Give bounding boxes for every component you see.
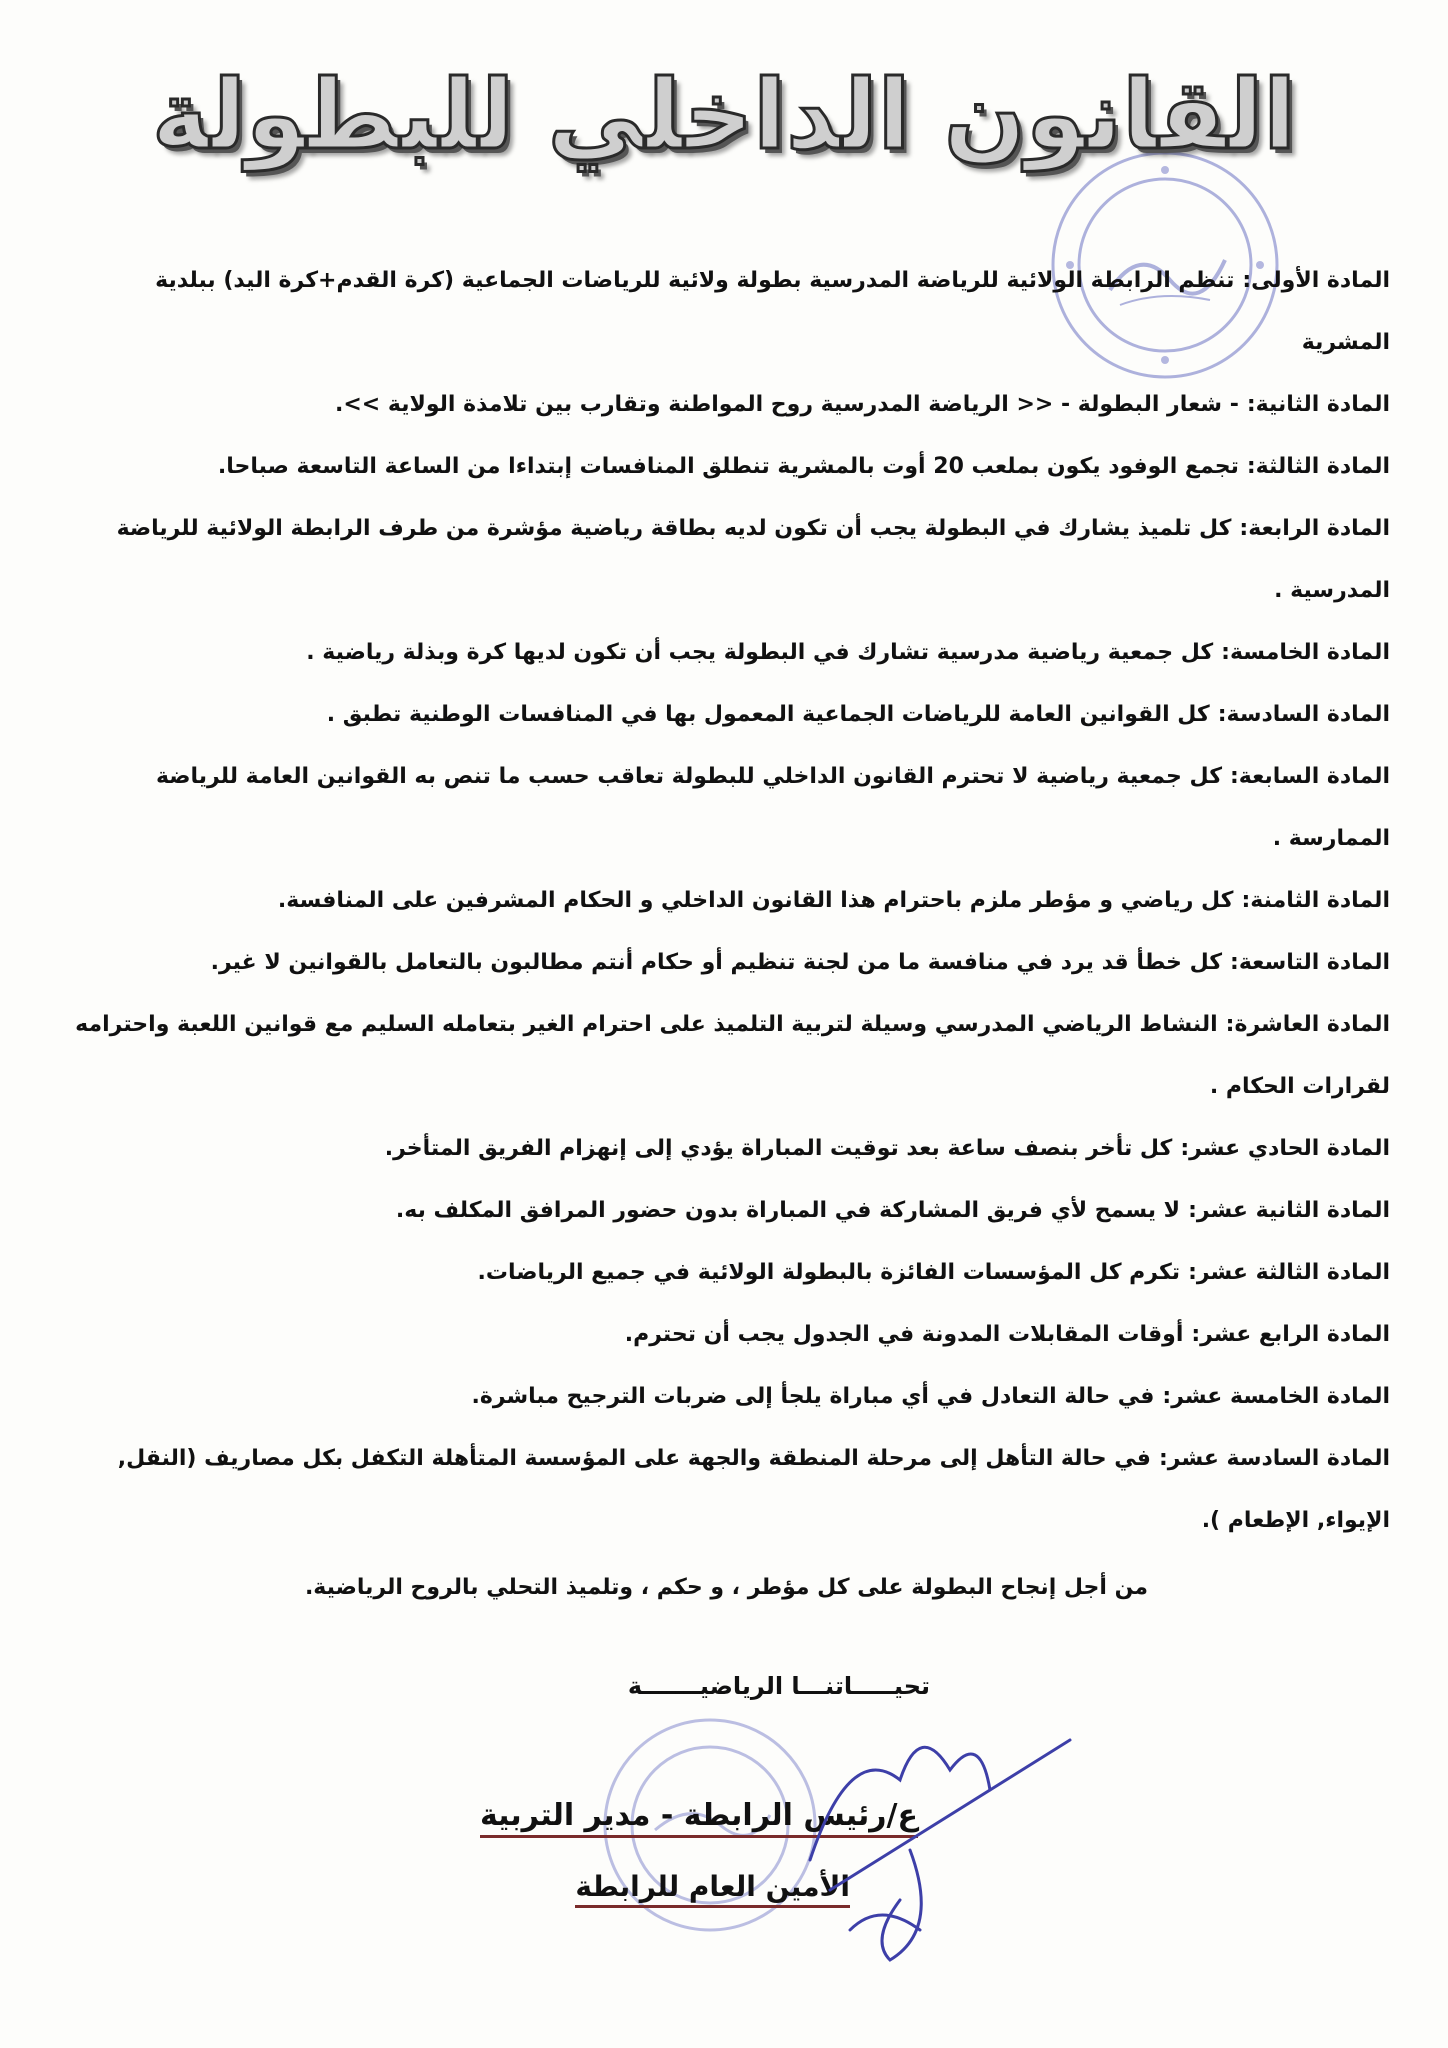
article-7 [70, 746, 1390, 870]
article-label: المادة الرابعة: [1239, 516, 1390, 541]
article-5 [70, 622, 1390, 684]
article-15 [70, 1366, 1390, 1428]
article-label: المادة العاشرة: [1225, 1012, 1390, 1037]
article-16 [70, 1428, 1390, 1552]
article-label: المادة السابعة: [1229, 764, 1390, 789]
article-text: تجمع الوفود يكون بملعب 20 أوت بالمشرية تنطلق المنافسات إبتداءا من الساعة التاسعة صباحا. [217, 454, 1239, 479]
article-text: تنظم الرابطة الولائية للرياضة المدرسية بطولة ولائية للرياضات الجماعية (كرة القدم+كرة اليد) ببلدية المشرية [155, 268, 1390, 355]
greeting-line: تحيـــــاتنـــا الرياضيـــــــة [627, 1672, 930, 1700]
article-text: كل جمعية رياضية مدرسية تشارك في البطولة يجب أن تكون لديها كرة وبذلة رياضية . [306, 640, 1214, 665]
signature-line-president: ع/رئيس الرابطة - مدير التربية [480, 1798, 918, 1838]
article-text: كل جمعية رياضية لا تحترم القانون الداخلي للبطولة تعاقب حسب ما تنص به القوانين العامة للرياضة الممارسة . [155, 764, 1390, 851]
articles-list [70, 250, 1390, 1552]
article-label: المادة التاسعة: [1230, 950, 1390, 975]
article-label: المادة السادسة: [1217, 702, 1390, 727]
article-label: المادة الثانية عشر: [1188, 1198, 1390, 1223]
article-text: كل خطأ قد يرد في منافسة ما من لجنة تنظيم أو حكام أنتم مطالبون بالتعامل بالقوانين لا غير. [210, 950, 1223, 975]
article-12 [70, 1180, 1390, 1242]
article-label: المادة الخامسة: [1221, 640, 1390, 665]
article-label: المادة الثانية: [1246, 392, 1390, 417]
handwritten-signature-icon [790, 1700, 1090, 1980]
article-label: المادة الرابع عشر: [1191, 1322, 1390, 1347]
article-label: المادة السادسة عشر: [1158, 1446, 1390, 1471]
closing-statement: من أجل إنجاح البطولة على كل مؤطر ، و حكم ، وتلميذ التحلي بالروح الرياضية. [304, 1575, 1148, 1600]
article-label: المادة الثالثة عشر: [1188, 1260, 1390, 1285]
article-text: في حالة التأهل إلى مرحلة المنطقة والجهة على المؤسسة المتأهلة التكفل بكل مصاريف (النقل, الإيواء, الإطعام ). [117, 1446, 1390, 1533]
article-4 [70, 498, 1390, 622]
article-text: - شعار البطولة - << الرياضة المدرسية روح المواطنة وتقارب بين تلامذة الولاية >>. [335, 392, 1239, 417]
article-text: كل القوانين العامة للرياضات الجماعية المعمول بها في المنافسات الوطنية تطبق . [326, 702, 1210, 727]
document-title: القانون الداخلي للبطولة [151, 59, 1297, 171]
article-text: لا يسمح لأي فريق المشاركة في المباراة بدون حضور المرافق المكلف به. [395, 1198, 1181, 1223]
article-11 [70, 1118, 1390, 1180]
article-label: المادة الثالثة: [1246, 454, 1390, 479]
article-6 [70, 684, 1390, 746]
article-text: كل رياضي و مؤطر ملزم باحترام هذا القانون الداخلي و الحكام المشرفين على المنافسة. [277, 888, 1234, 913]
article-label: المادة الثامنة: [1241, 888, 1390, 913]
article-label: المادة الحادي عشر: [1180, 1136, 1390, 1161]
article-label: المادة الأولى: [1242, 268, 1390, 293]
article-3 [70, 436, 1390, 498]
article-text: كل تأخر بنصف ساعة بعد توقيت المباراة يؤدي إلى إنهزام الفريق المتأخر. [384, 1136, 1173, 1161]
article-9 [70, 932, 1390, 994]
article-8 [70, 870, 1390, 932]
article-text: في حالة التعادل في أي مباراة يلجأ إلى ضربات الترجيح مباشرة. [471, 1384, 1155, 1409]
article-text: أوقات المقابلات المدونة في الجدول يجب أن تحترم. [624, 1322, 1184, 1347]
article-text: تكرم كل المؤسسات الفائزة بالبطولة الولائية في جميع الرياضات. [477, 1260, 1181, 1285]
signature-line-secretary: الأمين العام للرابطة [575, 1870, 850, 1908]
article-14 [70, 1304, 1390, 1366]
article-text: النشاط الرياضي المدرسي وسيلة لتربية التلميذ على احترام الغير بتعامله السليم مع قوانين اللعبة واحترامه لقرارات الحكام . [75, 1012, 1390, 1099]
article-10 [70, 994, 1390, 1118]
article-1 [70, 250, 1390, 374]
article-text: كل تلميذ يشارك في البطولة يجب أن تكون لديه بطاقة رياضية مؤشرة من طرف الرابطة الولائية للرياضة المدرسية . [116, 516, 1390, 603]
article-13 [70, 1242, 1390, 1304]
article-2 [70, 374, 1390, 436]
article-label: المادة الخامسة عشر: [1162, 1384, 1390, 1409]
